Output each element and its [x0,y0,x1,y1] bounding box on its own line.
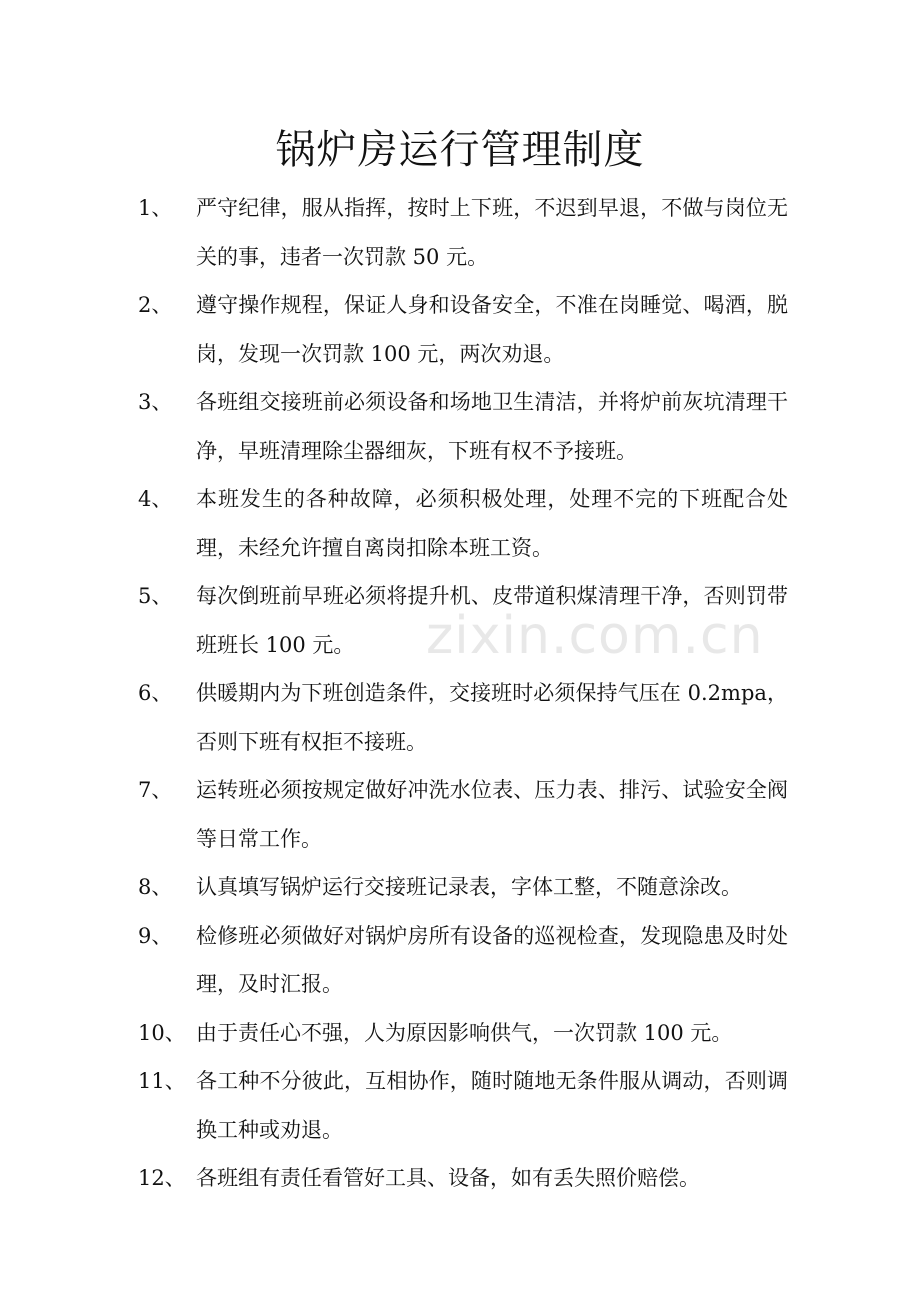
rule-text: 遵守操作规程，保证人身和设备安全，不准在岗睡觉、喝酒，脱岗，发现一次罚款 100 元，两次劝退。 [196,293,788,366]
rule-item [138,281,788,378]
rule-number: 1、 [138,196,173,220]
rule-number: 3、 [138,390,173,414]
rule-number: 10、 [138,1020,186,1045]
rule-text: 各工种不分彼此，互相协作，随时随地无条件服从调动，否则调换工种或劝退。 [196,1069,788,1142]
rule-number: 12、 [138,1166,186,1190]
rule-text: 每次倒班前早班必须将提升机、皮带道积煤清理干净，否则罚带班班长 100 元。 [196,584,788,657]
rule-number: 5、 [138,584,173,608]
rule-text: 本班发生的各种故障，必须积极处理，处理不完的下班配合处理，未经允许擅自离岗扣除本班工资。 [196,487,788,560]
rule-text: 各班组有责任看管好工具、设备，如有丢失照价赔偿。 [196,1166,700,1190]
rule-item [138,378,788,475]
rule-text: 由于责任心不强，人为原因影响供气，一次罚款 100 元。 [196,1020,733,1045]
rule-number: 4、 [138,487,173,511]
rule-number: 8、 [138,875,173,899]
rule-number: 9、 [138,923,173,948]
rule-item [138,669,788,766]
document-title: 锅炉房运行管理制度 [275,127,645,173]
rule-item [138,863,788,912]
rule-number: 2、 [138,293,173,317]
rule-item [138,1057,788,1154]
rule-item [138,1009,788,1058]
rule-number: 11、 [138,1069,186,1093]
rule-number: 6、 [138,681,173,705]
rule-item [138,1154,788,1203]
rules-list [138,184,788,1203]
rule-item [138,572,788,669]
watermark: zixin.com.cn [426,606,764,666]
rule-text: 运转班必须按规定做好冲洗水位表、压力表、排污、试验安全阀等日常工作。 [196,778,788,851]
rule-text: 检修班必须做好对锅炉房所有设备的巡视检查，发现隐患及时处理，及时汇报。 [196,923,788,996]
rule-text: 各班组交接班前必须设备和场地卫生清洁，并将炉前灰坑清理干净，早班清理除尘器细灰，下班有权不予接班。 [196,390,788,463]
rule-item [138,184,788,281]
rule-item [138,766,788,863]
rule-text: 严守纪律，服从指挥，按时上下班，不迟到早退，不做与岗位无关的事，违者一次罚款 50 元。 [196,196,788,269]
rule-text: 供暖期内为下班创造条件，交接班时必须保持气压在 0.2mpa，否则下班有权拒不接班。 [196,681,788,754]
rule-item [138,475,788,572]
rule-text: 认真填写锅炉运行交接班记录表，字体工整，不随意涂改。 [196,875,742,899]
rule-number: 7、 [138,778,173,802]
rule-item [138,912,788,1009]
